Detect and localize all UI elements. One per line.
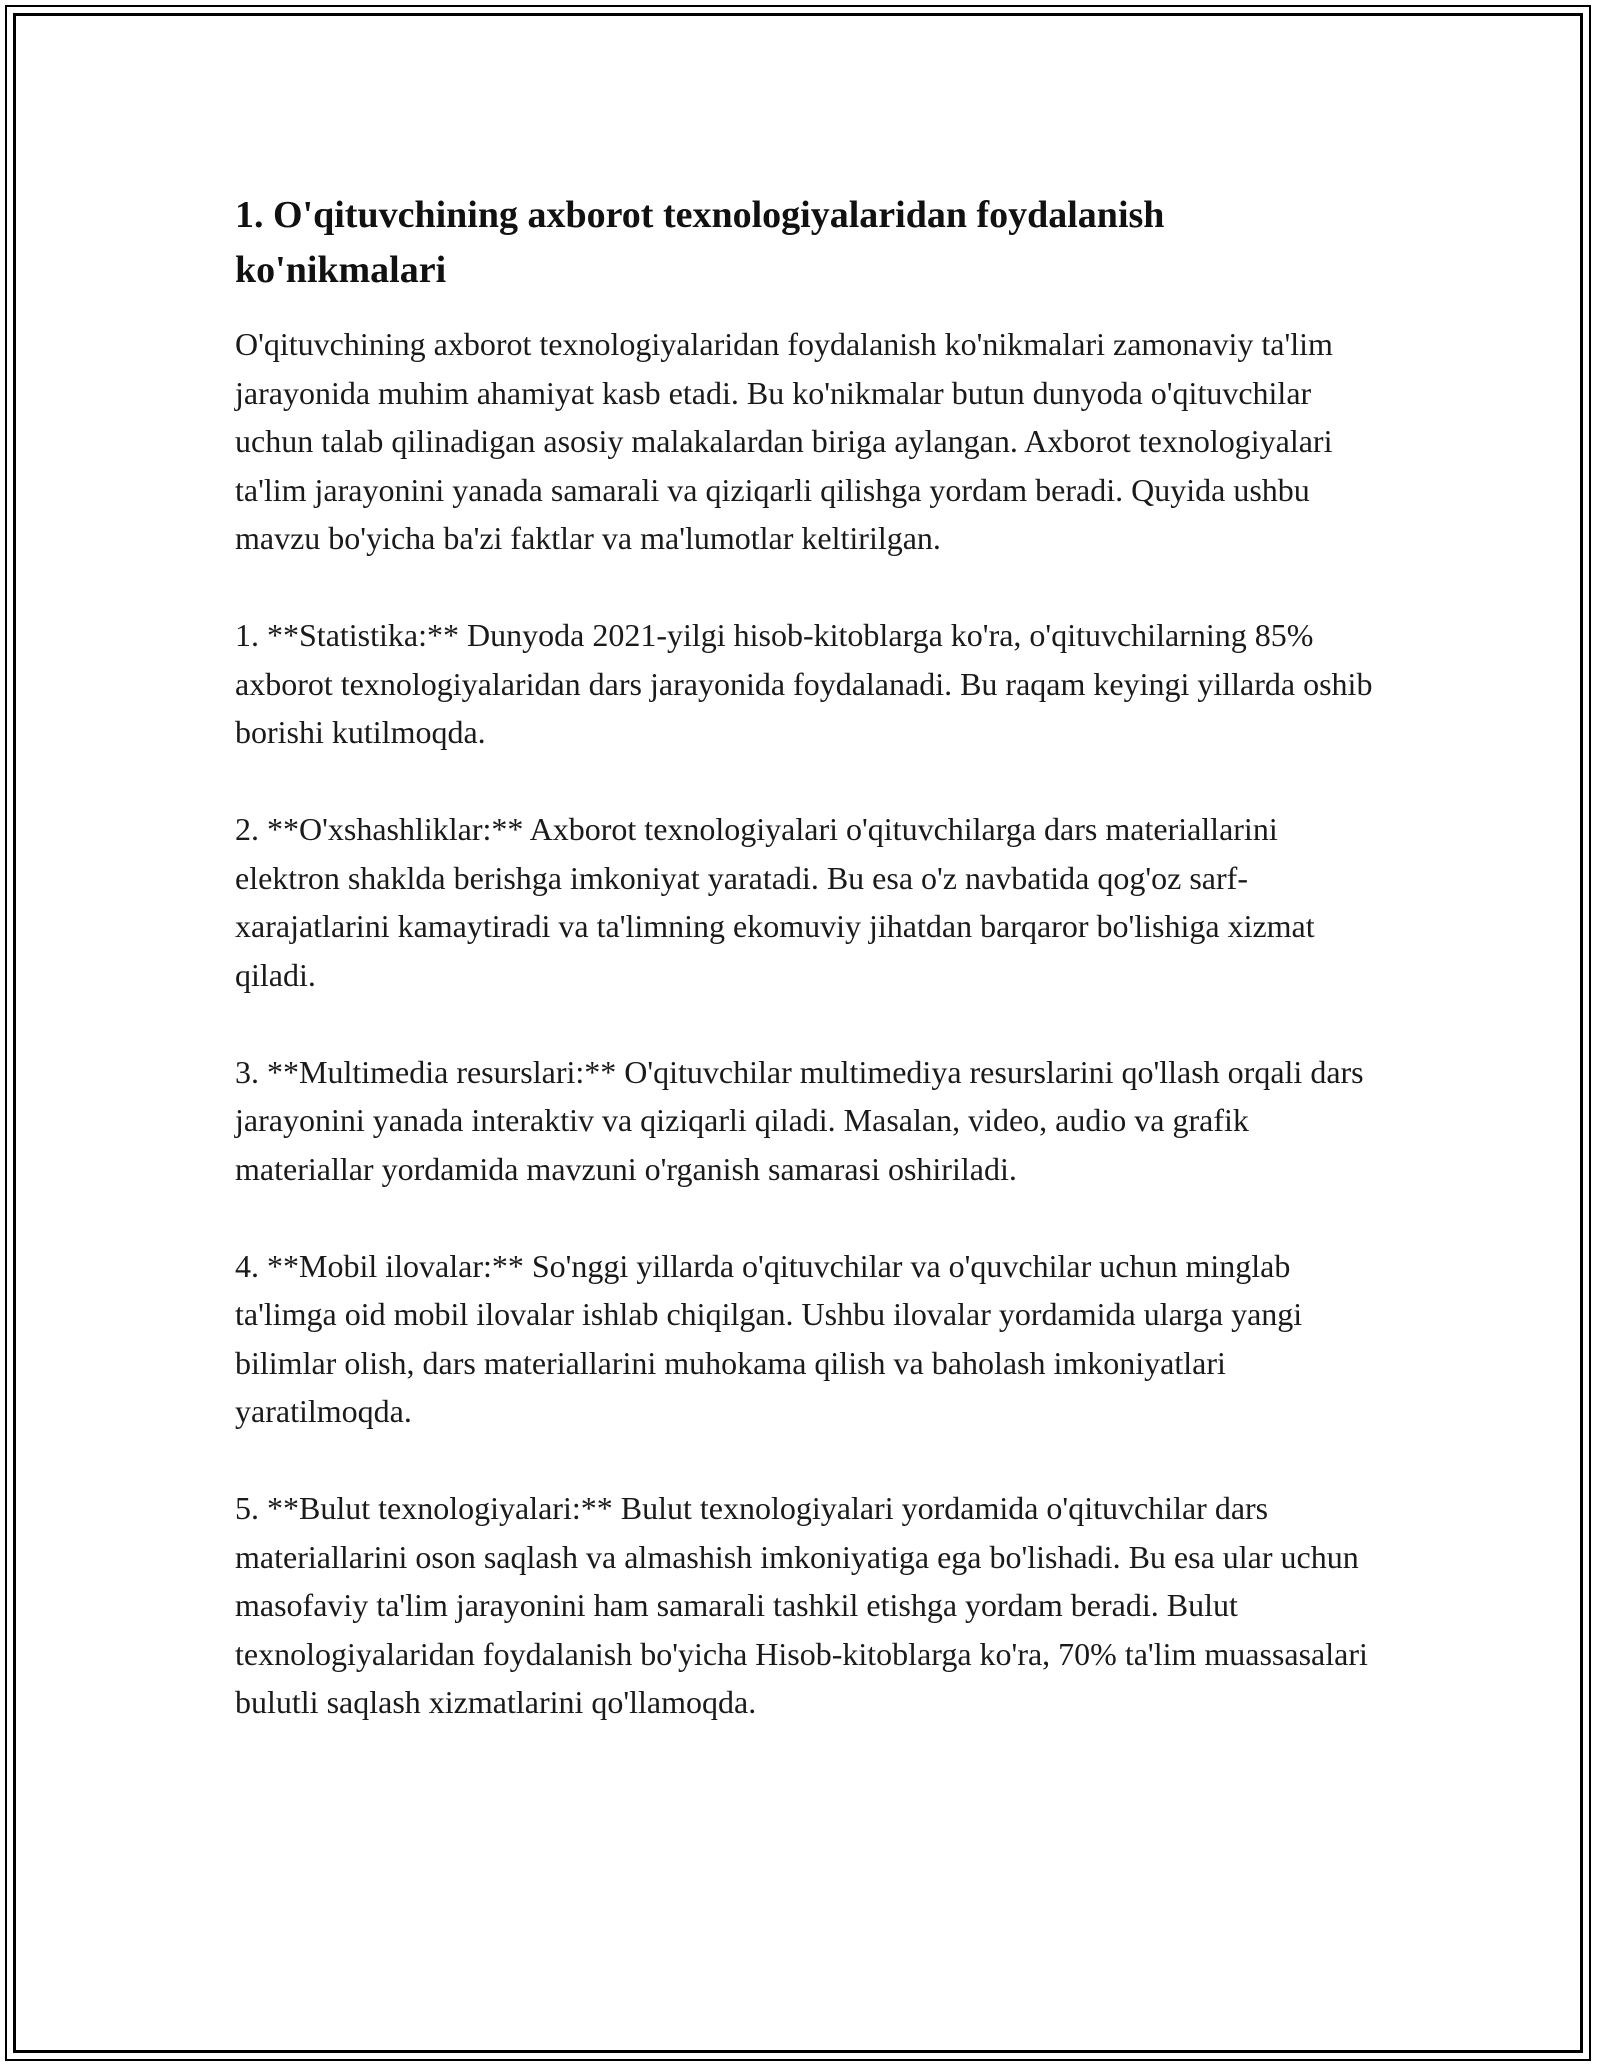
statistics-paragraph: 1. **Statistika:** Dunyoda 2021-yilgi hisob-kitoblarga ko'ra, o'qituvchilarning 85% axborot texnologiyalaridan dars jarayonida foydalanadi. Bu raqam keyingi yillarda oshib borishi kutilmoqda. — [235, 617, 1373, 750]
similarities-paragraph: 2. **O'xshashliklar:** Axborot texnologiyalari o'qituvchilarga dars materiallarini elektron shaklda berishga imkoniyat yaratadi. Bu esa o'z navbatida qog'oz sarf-xarajatlarini kamaytiradi va ta'limning ekomuviy jihatdan barqaror bo'lishiga xizmat qiladi. — [235, 811, 1315, 993]
intro-paragraph: O'qituvchining axborot texnologiyalaridan foydalanish ko'nikmalari zamonaviy ta'lim jarayonida muhim ahamiyat kasb etadi. Bu ko'nikmalar butun dunyoda o'qituvchilar uchun talab qilinadigan asosiy malakalardan biriga aylangan. Axborot texnologiyalari ta'lim jarayonini yanada samarali va qiziqarli qilishga yordam beradi. Quyida ushbu mavzu bo'yicha ba'zi faktlar va ma'lumotlar keltirilgan. — [235, 326, 1333, 556]
document-body — [235, 188, 1385, 1775]
mobile-apps-paragraph: 4. **Mobil ilovalar:** So'nggi yillarda o'qituvchilar va o'quvchilar uchun minglab ta'limga oid mobil ilovalar ishlab chiqilgan. Ushbu ilovalar yordamida ularga yangi bilimlar olish, dars materiallarini muhokama qilish va baholash imkoniyatlari yaratilmoqda. — [235, 1247, 1303, 1429]
document-title: 1. O'qituvchining axborot texnologiyalaridan foydalanish ko'nikmalari — [235, 194, 1165, 291]
cloud-paragraph: 5. **Bulut texnologiyalari:** Bulut texnologiyalari yordamida o'qituvchilar dars materiallarini oson saqlash va almashish imkoniyatiga ega bo'lishadi. Bu esa ular uchun masofaviy ta'lim jarayonini ham samarali tashkil etishga yordam beradi. Bulut texnologiyalaridan foydalanish bo'yicha Hisob-kitoblarga ko'ra, 70% ta'lim muassasalari bulutli saqlash xizmatlarini qo'llamoqda. — [235, 1490, 1368, 1720]
multimedia-paragraph: 3. **Multimedia resurslari:** O'qituvchilar multimediya resurslarini qo'llash orqali dars jarayonini yanada interaktiv va qiziqarli qiladi. Masalan, video, audio va grafik materiallar yordamida mavzuni o'rganish samarasi oshiriladi. — [235, 1053, 1364, 1187]
